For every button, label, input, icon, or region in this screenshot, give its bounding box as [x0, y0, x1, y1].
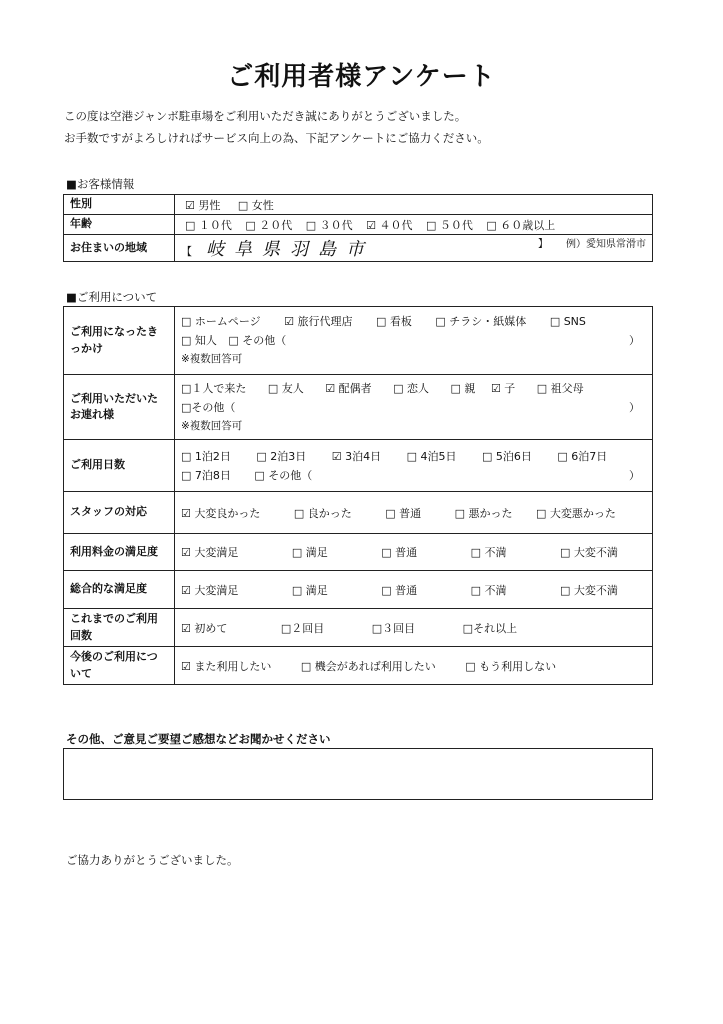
times-option-second[interactable]: □２回目 — [280, 621, 325, 635]
fee-option-average[interactable]: □ 普通 — [381, 546, 418, 559]
companions-options — [175, 375, 653, 440]
fee-option-very-dissatisfied[interactable]: □ 大変不満 — [560, 546, 618, 559]
trigger-paren-close: ） — [629, 334, 640, 347]
region-bracket-open: 【 — [181, 245, 192, 258]
age-options — [175, 215, 653, 235]
section-usage: ■ご利用について — [66, 290, 158, 304]
gender-option-male[interactable]: ☑ 男性 — [185, 198, 221, 212]
staff-option-very-good[interactable]: ☑ 大変良かった — [181, 506, 261, 520]
fee-option-very-satisfied[interactable]: ☑ 大変満足 — [181, 546, 239, 559]
companions-option-child[interactable]: ☑ 子 — [490, 381, 516, 395]
overall-option-very-dissatisfied[interactable]: □ 大変不満 — [560, 583, 618, 597]
companions-label: ご利用いただいたお連れ様 — [64, 375, 175, 440]
trigger-option-acquaintance[interactable]: □ 知人 — [181, 334, 217, 347]
gender-option-female[interactable]: □ 女性 — [237, 198, 274, 212]
overall-label: 総合的な満足度 — [64, 571, 175, 609]
region-example: 例）愛知県常滑市 — [566, 239, 646, 250]
overall-option-average[interactable]: □ 普通 — [381, 583, 418, 597]
comments-box[interactable] — [63, 748, 653, 800]
future-label: 今後のご利用について — [64, 647, 175, 685]
companions-paren-close: ） — [629, 400, 640, 414]
age-label: 年齢 — [64, 215, 175, 235]
usage-table — [63, 306, 653, 685]
overall-option-very-satisfied[interactable]: ☑ 大変満足 — [181, 583, 239, 597]
companions-option-partner[interactable]: □ 恋人 — [393, 381, 430, 395]
comments-title: その他、ご意見ご要望ご感想などお聞かせください — [66, 732, 331, 746]
fee-label: 利用料金の満足度 — [64, 534, 175, 571]
days-options — [175, 440, 653, 492]
companions-option-friend[interactable]: □ 友人 — [267, 381, 304, 395]
age-option-10s[interactable]: □ １０代 — [185, 218, 232, 232]
companions-option-parent[interactable]: □ 親 — [450, 381, 476, 395]
days-option-3n4d[interactable]: ☑ 3泊4日 — [331, 449, 382, 463]
times-option-first[interactable]: ☑ 初めて — [181, 621, 228, 635]
trigger-option-flyer[interactable]: □ チラシ・紙媒体 — [435, 315, 527, 328]
intro-line-1: この度は空港ジャンボ駐車場をご利用いただき誠にありがとうございました。 — [64, 109, 467, 123]
region-field[interactable] — [175, 235, 653, 262]
future-option-if-chance[interactable]: □ 機会があれば利用したい — [300, 659, 436, 673]
companions-option-alone[interactable]: □１人で来た — [181, 381, 247, 395]
staff-options — [175, 492, 653, 534]
gender-label: 性別 — [64, 195, 175, 215]
times-options — [175, 609, 653, 647]
times-option-third[interactable]: □３回目 — [371, 621, 416, 635]
gender-options — [175, 195, 653, 215]
overall-options — [175, 571, 653, 609]
staff-option-average[interactable]: □ 普通 — [385, 506, 422, 520]
staff-option-very-bad[interactable]: □ 大変悪かった — [536, 506, 616, 520]
region-label: お住まいの地域 — [64, 235, 175, 262]
region-bracket-close: 】 — [538, 239, 548, 250]
staff-label: スタッフの対応 — [64, 492, 175, 534]
companions-option-grandparent[interactable]: □ 祖父母 — [536, 381, 584, 395]
trigger-option-sns[interactable]: □ SNS — [549, 315, 586, 328]
companions-option-spouse[interactable]: ☑ 配偶者 — [325, 381, 372, 395]
fee-option-dissatisfied[interactable]: □ 不満 — [470, 546, 507, 559]
age-option-20s[interactable]: □ ２０代 — [245, 218, 293, 232]
days-option-other[interactable]: □ その他（ — [254, 468, 313, 482]
trigger-option-signboard[interactable]: □ 看板 — [376, 315, 412, 328]
fee-option-satisfied[interactable]: □ 満足 — [291, 546, 328, 559]
age-option-50s[interactable]: □ ５０代 — [426, 218, 473, 232]
days-option-7n8d[interactable]: □ 7泊8日 — [181, 468, 231, 482]
times-option-more[interactable]: □それ以上 — [462, 621, 518, 635]
days-option-4n5d[interactable]: □ 4泊5日 — [406, 449, 457, 463]
days-option-2n3d[interactable]: □ 2泊3日 — [256, 449, 307, 463]
age-option-30s[interactable]: □ ３０代 — [305, 218, 353, 232]
days-option-6n7d[interactable]: □ 6泊7日 — [557, 449, 608, 463]
section-customer-info: ■お客様情報 — [66, 177, 135, 191]
days-option-5n6d[interactable]: □ 5泊6日 — [482, 449, 532, 463]
trigger-note: ※複数回答可 — [181, 353, 243, 365]
staff-option-good[interactable]: □ 良かった — [293, 506, 352, 520]
trigger-option-homepage[interactable]: □ ホームページ — [181, 315, 261, 328]
trigger-option-travel-agency[interactable]: ☑ 旅行代理店 — [284, 315, 353, 328]
intro-line-2: お手数ですがよろしければサービス向上の為、下記アンケートにご協力ください。 — [64, 131, 489, 145]
trigger-option-other[interactable]: □ その他（ — [228, 334, 287, 347]
days-label: ご利用日数 — [64, 440, 175, 492]
thanks-message: ご協力ありがとうございました。 — [66, 853, 239, 867]
overall-option-satisfied[interactable]: □ 満足 — [291, 583, 328, 597]
region-handwritten-value: 岐阜県羽島市 — [206, 239, 374, 260]
page-title: ご利用者様アンケート — [227, 62, 496, 92]
fee-options — [175, 534, 653, 571]
staff-option-bad[interactable]: □ 悪かった — [454, 506, 513, 520]
age-option-60plus[interactable]: □ ６０歳以上 — [486, 218, 556, 232]
days-paren-close: ） — [629, 468, 640, 482]
overall-option-dissatisfied[interactable]: □ 不満 — [470, 583, 507, 597]
trigger-label: ご利用になったきっかけ — [64, 307, 175, 375]
companions-option-other[interactable]: □その他（ — [181, 400, 236, 414]
times-label: これまでのご利用回数 — [64, 609, 175, 647]
future-option-again[interactable]: ☑ また利用したい — [181, 659, 272, 673]
future-option-never[interactable]: □ もう利用しない — [465, 659, 557, 673]
trigger-options — [175, 307, 653, 375]
customer-info-table — [63, 194, 653, 262]
days-option-1n2d[interactable]: □ 1泊2日 — [181, 449, 231, 463]
companions-note: ※複数回答可 — [181, 419, 243, 432]
age-option-40s[interactable]: ☑ ４０代 — [366, 218, 413, 232]
future-options — [175, 647, 653, 685]
